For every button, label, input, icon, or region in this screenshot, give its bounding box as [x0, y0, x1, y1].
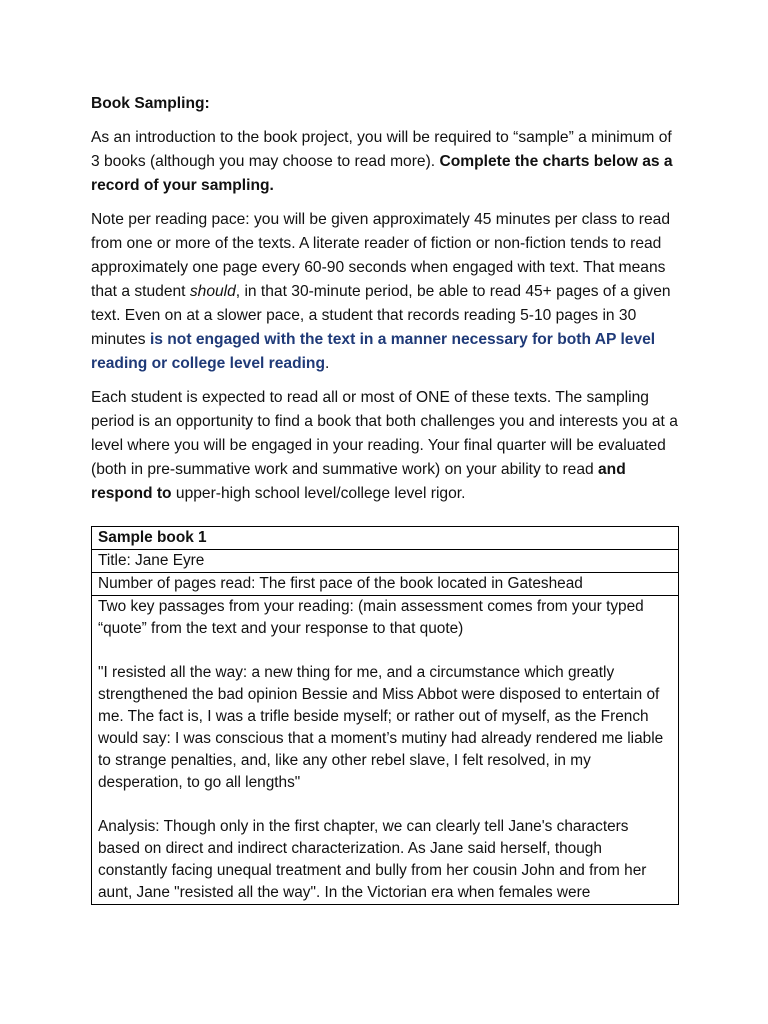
- expectation-bold: and respond to: [91, 461, 626, 502]
- expectation-text-1: Each student is expected to read all or most of ONE of these texts. The sampling period is an opportunity to find a book that both challenges you and interests you at a level where you will be engaged in your reading. Your final quarter will be evaluated (both in pre-summative work and summative work) on your ability to read: [91, 389, 678, 478]
- table-header-cell: Sample book 1: [92, 527, 679, 550]
- pace-text-2: , in that 30-minute period, be able to read 45+ pages of a given text. Even on at a slower pace, a student that records reading 5-10 pages in 30 minutes: [91, 283, 671, 348]
- table-row: [92, 573, 679, 596]
- table-row: [92, 596, 679, 905]
- passages-prompt: Two key passages from your reading: (main assessment comes from your typed “quote” from the text and your response to that quote): [98, 598, 644, 637]
- section-heading: Book Sampling:: [91, 95, 210, 112]
- pace-italic: should: [189, 283, 236, 300]
- title-cell: Title: Jane Eyre: [92, 550, 679, 573]
- intro-instruction: Complete the charts below as a record of your sampling.: [91, 153, 673, 194]
- reading-pace-paragraph: [91, 208, 678, 376]
- intro-text: As an introduction to the book project, you will be required to “sample” a minimum of 3 books (although you may choose to read more).: [91, 129, 672, 170]
- pace-text-1: Note per reading pace: you will be given approximately 45 minutes per class to read from one or more of the texts. A literate reader of fiction or non-fiction tends to read approximately one page every 60-90 seconds when engaged with text. That means that a student: [91, 211, 671, 300]
- passages-cell: [92, 596, 679, 905]
- pace-end: .: [324, 355, 330, 372]
- expectation-text-2: upper-high school level/college level rigor.: [171, 485, 466, 502]
- quote-text: "I resisted all the way: a new thing for me, and a circumstance which greatly strengthened the bad opinion Bessie and Miss Abbot were disposed to entertain of me. The fact is, I was a trifle beside myself; or rather out of myself, as the French would say: I was conscious that a moment’s mutiny had already rendered me liable to strange penalties, and, like any other rebel slave, I felt resolved, in my desperation, to go all lengths": [98, 664, 664, 791]
- pace-highlight: is not engaged with the text in a manner necessary for both AP level reading or college level reading: [91, 331, 656, 372]
- table-row: [92, 550, 679, 573]
- pages-read-cell: Number of pages read: The first pace of the book located in Gateshead: [92, 573, 679, 596]
- intro-paragraph: [91, 126, 678, 198]
- analysis-text: Analysis: Though only in the first chapter, we can clearly tell Jane's characters based on direct and indirect characterization. As Jane said herself, though constantly facing unequal treatment and bully from her cousin John and from her aunt, Jane "resisted all the way". In the Victorian era when females were: [98, 818, 647, 901]
- table-row: [92, 527, 679, 550]
- sample-book-table: [91, 526, 679, 905]
- expectation-paragraph: [91, 386, 678, 506]
